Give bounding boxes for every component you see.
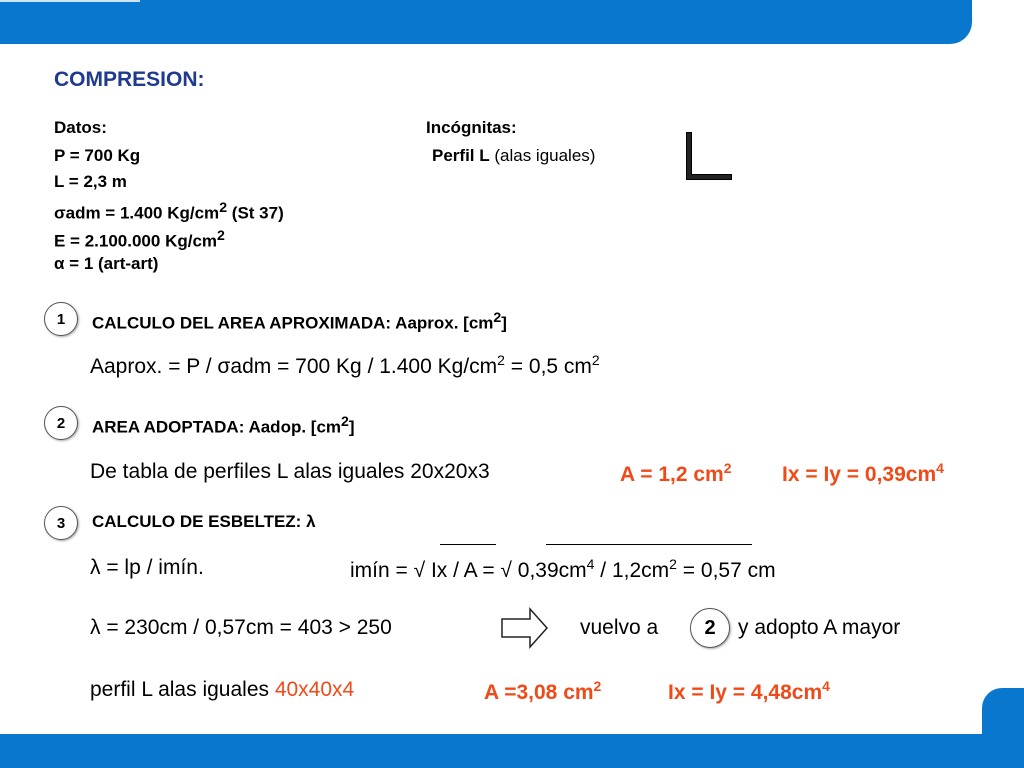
step-number-3: 3 bbox=[44, 506, 78, 540]
datos-l: L = 2,3 m bbox=[54, 172, 127, 191]
bottom-banner bbox=[0, 734, 1024, 768]
step2-area: A = 1,2 $cm^2$ bbox=[620, 460, 732, 486]
imin-formula: imín = √ Ix / A = √ $0,39cm^4 / 1,2cm^2 = 0,57$ cm bbox=[350, 556, 776, 582]
step3-heading: CALCULO DE ESBELTEZ: λ bbox=[92, 512, 316, 531]
top-highlight-line bbox=[0, 0, 140, 2]
page-title: COMPRESION: bbox=[54, 68, 205, 91]
step-reference-2: 2 bbox=[690, 608, 730, 648]
sqrt-overbar-2 bbox=[546, 544, 752, 545]
top-banner bbox=[0, 0, 972, 44]
step1-heading: CALCULO DEL AREA APROXIMADA: Aaprox. $[cm^2]$ bbox=[92, 310, 507, 333]
datos-alpha: α = 1 (art-art) bbox=[54, 254, 159, 273]
step3-area: A =3,08 $cm^2$ bbox=[484, 678, 602, 704]
step2-text: De tabla de perfiles L alas iguales 20x20x3 bbox=[90, 460, 490, 483]
right-arrow-icon bbox=[500, 606, 550, 650]
step3-inertia: $Ix = Iy = 4,48cm^4$ bbox=[668, 678, 830, 704]
step1-formula: Aaprox. = P / σadm = 700 Kg / 1.400 $Kg/cm^2 = 0,5$ $cm^2$ bbox=[90, 352, 600, 378]
datos-heading: Datos: bbox=[54, 118, 107, 137]
bottom-right-tab bbox=[982, 688, 1024, 748]
incognitas-heading: Incógnitas: bbox=[426, 118, 517, 137]
step-number-1: 1 bbox=[44, 302, 78, 336]
sqrt-overbar-1 bbox=[440, 544, 496, 545]
datos-sigma: σadm = 1.400 $Kg/cm^2$ (St 37) bbox=[54, 200, 284, 223]
lambda-definition: λ = lp / imín. bbox=[90, 556, 204, 579]
vuelvo-text: vuelvo a bbox=[580, 616, 659, 639]
datos-p: P = 700 Kg bbox=[54, 146, 141, 165]
l-profile-icon bbox=[680, 130, 736, 186]
step2-heading: AREA ADOPTADA: Aadop. $[cm^2]$ bbox=[92, 414, 355, 437]
datos-e: E = 2.100.000 $Kg/cm^2$ bbox=[54, 228, 225, 251]
step2-inertia: $Ix = Iy = 0,39cm^4$ bbox=[782, 460, 944, 486]
incognitas-perfil: Perfil L (alas iguales) bbox=[432, 146, 596, 165]
perfil-result: perfil L alas iguales 40x40x4 bbox=[90, 678, 355, 701]
step-number-2: 2 bbox=[44, 406, 78, 440]
adopto-text: y adopto A mayor bbox=[738, 616, 901, 639]
lambda-calculation: λ = 230cm / 0,57cm = 403 > 250 bbox=[90, 616, 392, 639]
